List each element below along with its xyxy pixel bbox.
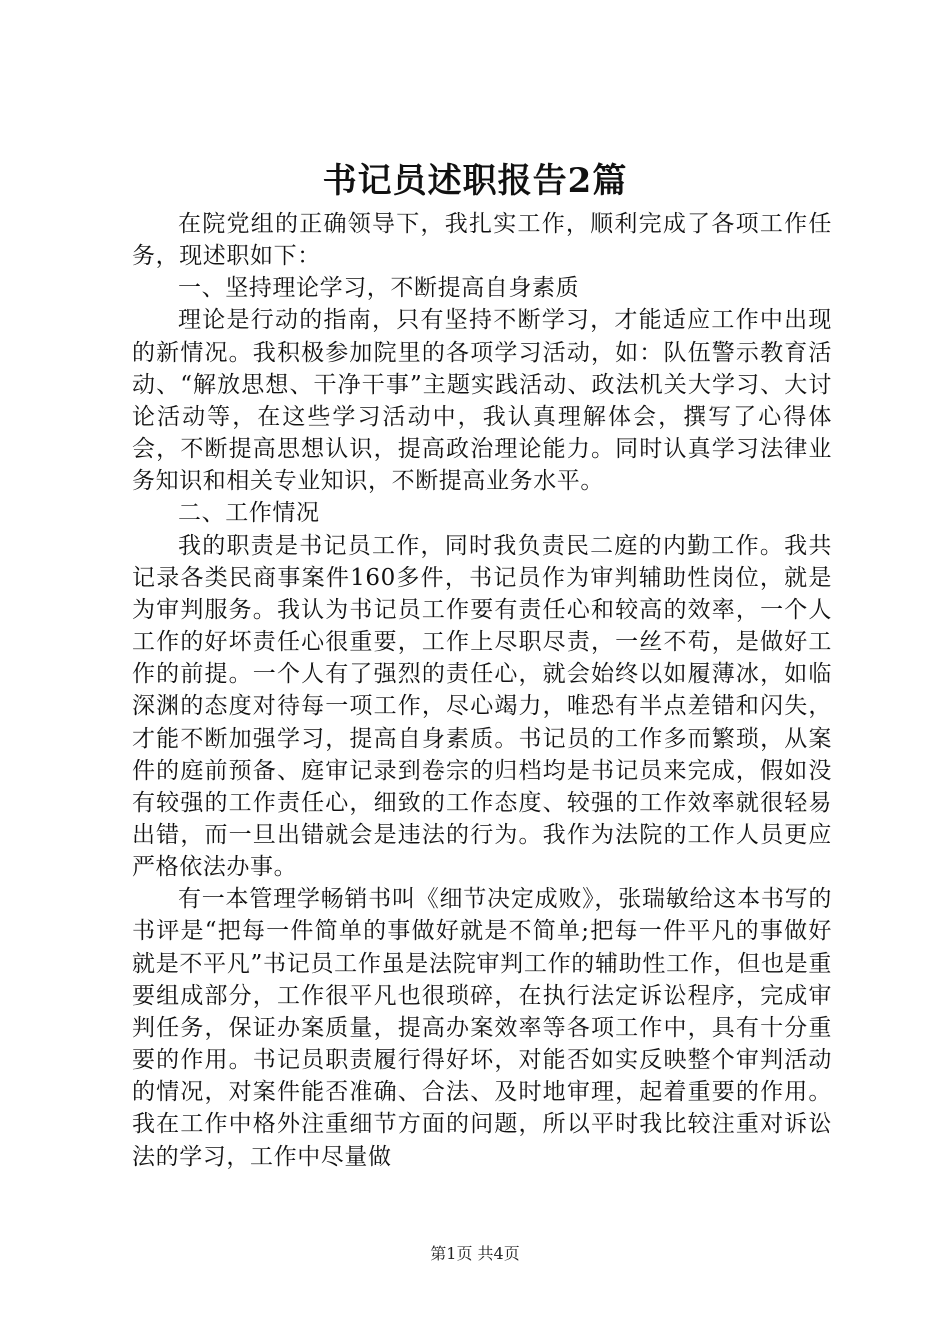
document-title: 书记员述职报告2篇 bbox=[322, 161, 628, 201]
paragraph-duties: 我的职责是书记员工作，同时我负责民二庭的内勤工作。我共记录各类民商事案件160多件，书记员作为审判辅助性岗位，就是为审判服务。我认为书记员工作要有责任心和较高的效率，一个人工作的好坏责任心很重要，工作上尽职尽责，一丝不苟，是做好工作的前提。一个人有了强烈的责任心，就会始终以如履薄冰，如临深渊的态度对待每一项工作，尽心竭力，唯恐有半点差错和闪失，才能不断加强学习，提高自身素质。书记员的工作多而繁琐，从案件的庭前预备、庭审记录到卷宗的归档均是书记员来完成，假如没有较强的工作责任心，细致的工作态度、较强的工作效率就很轻易出错，而一旦出错就会是违法的行为。我作为法院的工作人员更应严格依法办事。 bbox=[132, 532, 832, 881]
section-heading-1: 一、坚持理论学习，不断提高自身素质 bbox=[178, 275, 580, 302]
page-footer: 第1页 共4页 bbox=[430, 1244, 520, 1263]
document-body bbox=[132, 208, 832, 1173]
paragraph-intro: 在院党组的正确领导下，我扎实工作，顺利完成了各项工作任务，现述职如下： bbox=[132, 211, 832, 270]
paragraph-details: 有一本管理学畅销书叫《细节决定成败》，张瑞敏给这本书写的书评是“把每一件简单的事做好就是不简单;把每一件平凡的事做好就是不平凡”书记员工作虽是法院审判工作的辅助性工作，但也是重要组成部分，工作很平凡也很琐碎，在执行法定诉讼程序，完成审判任务，保证办案质量，提高办案效率等各项工作中，具有十分重要的作用。书记员职责履行得好坏，对能否如实反映整个审判活动的情况，对案件能否准确、合法、及时地审理，起着重要的作用。我在工作中格外注重细节方面的问题，所以平时我比较注重对诉讼法的学习，工作中尽量做 bbox=[132, 886, 832, 1170]
paragraph-study: 理论是行动的指南，只有坚持不断学习，才能适应工作中出现的新情况。我积极参加院里的各项学习活动，如：队伍警示教育活动、“解放思想、干净干事”主题实践活动、政法机关大学习、大讨论活动等，在这些学习活动中，我认真理解体会，撰写了心得体会，不断提高思想认识，提高政治理论能力。同时认真学习法律业务知识和相关专业知识，不断提高业务水平。 bbox=[132, 307, 832, 495]
section-heading-2: 二、工作情况 bbox=[178, 500, 320, 527]
